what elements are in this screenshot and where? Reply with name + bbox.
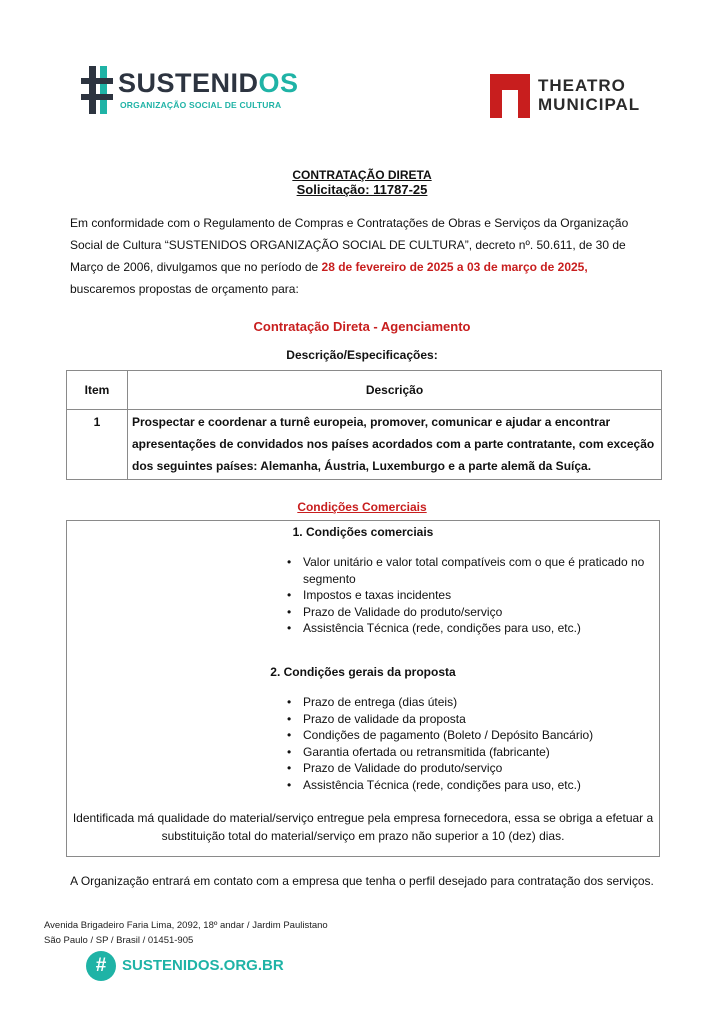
list-item: • Valor unitário e valor total compatíveis com o que é praticado no segmento bbox=[303, 554, 653, 587]
document-type: CONTRATAÇÃO DIRETA bbox=[292, 168, 432, 182]
table-row bbox=[67, 410, 662, 480]
section-title: Contratação Direta - Agenciamento bbox=[253, 319, 471, 334]
address-line-1: Avenida Brigadeiro Faria Lima, 2092, 18º andar / Jardim Paulistano bbox=[44, 920, 328, 931]
column-header-item: Item bbox=[67, 371, 128, 410]
list-item: • Prazo de Validade do produto/serviço bbox=[303, 760, 653, 777]
logo-subtitle: ORGANIZAÇÃO SOCIAL DE CULTURA bbox=[120, 100, 282, 110]
conditions-heading-1: 1. Condições comerciais bbox=[292, 525, 434, 539]
list-item: • Prazo de entrega (dias úteis) bbox=[303, 694, 653, 711]
theatro-municipal-logo bbox=[490, 74, 660, 120]
sustenidos-logo bbox=[80, 64, 299, 116]
theater-arch-icon bbox=[490, 74, 530, 118]
commercial-conditions-list bbox=[303, 554, 653, 637]
list-item: • Prazo de validade da proposta bbox=[303, 711, 653, 728]
conditions-heading-2: 2. Condições gerais da proposta bbox=[270, 665, 456, 679]
footer-address bbox=[44, 918, 328, 948]
item-number: 1 bbox=[67, 410, 128, 480]
item-description: Prospectar e coordenar a turnê europeia, promover, comunicar e ajudar a encontrar apresentações de convidados nos países acordados com a parte contratante, com exceção dos seguintes países: Alemanha, Áustria, Luxemburgo e a parte alemã da Suíça. bbox=[128, 410, 662, 480]
item-table bbox=[66, 370, 662, 480]
address-line-2: São Paulo / SP / Brasil / 01451-905 bbox=[44, 935, 194, 946]
logo-brand-name: SUSTENIDOS bbox=[118, 68, 299, 98]
list-item: • Prazo de Validade do produto/serviço bbox=[303, 604, 653, 621]
list-item: • Condições de pagamento (Boleto / Depósito Bancário) bbox=[303, 727, 653, 744]
period-highlight: 28 de fevereiro de 2025 a 03 de março de 2025, bbox=[321, 260, 588, 274]
list-item: • Assistência Técnica (rede, condições para uso, etc.) bbox=[303, 620, 653, 637]
logo-line-1: THEATRO bbox=[538, 76, 626, 95]
table-header-row bbox=[67, 371, 662, 410]
closing-statement: A Organização entrará em contato com a empresa que tenha o perfil desejado para contratação dos serviços. bbox=[70, 874, 654, 888]
hash-logo-icon bbox=[80, 64, 114, 116]
list-item: • Assistência Técnica (rede, condições para uso, etc.) bbox=[303, 777, 653, 794]
commercial-conditions-title: Condições Comerciais bbox=[297, 500, 427, 514]
replacement-note: Identificada má qualidade do material/serviço entregue pela empresa fornecedora, essa se obriga a efetuar a substituição total do material/serviço em prazo não superior a 10 (dez) dias. bbox=[72, 811, 654, 843]
request-number: Solicitação: 11787-25 bbox=[296, 182, 428, 197]
website-link[interactable]: SUSTENIDOS.ORG.BR bbox=[122, 957, 284, 974]
hash-circle-icon: # bbox=[86, 951, 116, 981]
intro-paragraph: Em conformidade com o Regulamento de Compras e Contratações de Obras e Serviços da Organização Social de Cultura “SUSTENIDOS ORGANIZAÇÃO SOCIAL DE CULTURA”, decreto nº. 50.611, de 30 de Março de 2006, divulgamos que no período de 28 de fevereiro de 2025 a 03 de março de 2025, buscaremos propostas de orçamento para: bbox=[70, 216, 629, 296]
conditions-box bbox=[66, 520, 660, 857]
logo-line-2: MUNICIPAL bbox=[538, 95, 641, 114]
column-header-description: Descrição bbox=[128, 371, 662, 410]
proposal-conditions-list bbox=[303, 694, 653, 793]
list-item: • Impostos e taxas incidentes bbox=[303, 587, 653, 604]
footer-logo bbox=[86, 951, 286, 983]
spec-title: Descrição/Especificações: bbox=[286, 348, 438, 362]
list-item: • Garantia ofertada ou retransmitida (fabricante) bbox=[303, 744, 653, 761]
